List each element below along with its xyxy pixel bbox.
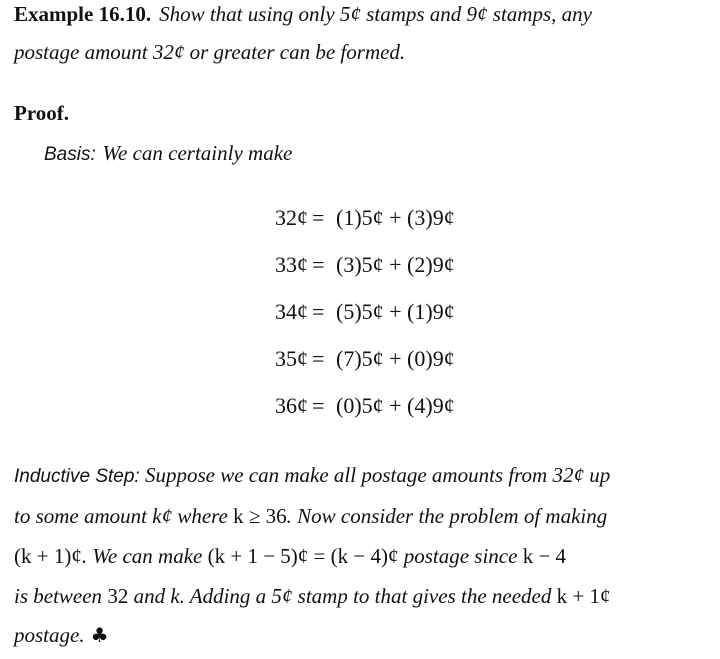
equation-rhs: (0)5¢ + (4)9¢ — [336, 393, 455, 418]
math-expression: (k + 1)¢ — [14, 544, 82, 568]
math-expression: 32 — [107, 584, 129, 608]
equation-rhs: (1)5¢ + (3)9¢ — [336, 205, 455, 230]
inductive-text: postage. — [14, 623, 85, 647]
example-statement-line2: postage amount 32¢ or greater can be formed. — [14, 40, 406, 64]
inductive-text: Suppose we can make all postage amounts from 32¢ up — [144, 463, 611, 487]
equation-row — [0, 299, 720, 329]
inductive-text: is between — [14, 584, 108, 608]
inductive-label: Inductive Step: — [14, 466, 140, 487]
inductive-text: and k. Adding a 5¢ stamp to that gives the needed — [128, 584, 557, 608]
math-expression: k ≥ 36 — [233, 504, 287, 528]
inductive-text: to some amount k¢ where — [14, 504, 234, 528]
equation-lhs: 36¢ — [275, 393, 308, 418]
math-expression: (k + 1 − 5)¢ = (k − 4)¢ — [207, 544, 399, 568]
example-statement-line1 — [14, 2, 592, 27]
basis-label: Basis: — [44, 144, 96, 165]
equation-lhs: 32¢ — [275, 205, 308, 230]
equals-sign: = — [312, 252, 325, 277]
math-expression: k − 4 — [522, 544, 567, 568]
equation-lhs: 34¢ — [275, 299, 308, 324]
equation-row — [0, 393, 720, 423]
equation-row — [0, 346, 720, 376]
example-statement-text: Show that using only 5¢ stamps and 9¢ stamps, any — [159, 2, 592, 26]
inductive-line2 — [14, 504, 607, 529]
basis-text: We can certainly make — [102, 141, 293, 165]
equals-sign: = — [312, 393, 325, 418]
inductive-text: . Now consider the problem of making — [286, 504, 608, 528]
inductive-line5 — [14, 623, 109, 648]
proof-heading: Proof. — [14, 101, 70, 125]
inductive-text: postage since — [398, 544, 523, 568]
club-suit-icon: ♣ — [90, 623, 109, 647]
basis-line — [44, 141, 292, 166]
equation-row — [0, 252, 720, 282]
equals-sign: = — [312, 205, 325, 230]
equation-rhs: (5)5¢ + (1)9¢ — [336, 299, 455, 324]
equation-rhs: (7)5¢ + (0)9¢ — [336, 346, 455, 371]
equation-row — [0, 205, 720, 235]
equation-lhs: 33¢ — [275, 252, 308, 277]
equation-rhs: (3)5¢ + (2)9¢ — [336, 252, 455, 277]
inductive-text: . We can make — [81, 544, 208, 568]
example-label: Example 16.10. — [14, 2, 152, 26]
inductive-line4 — [14, 584, 610, 609]
equation-lhs: 35¢ — [275, 346, 308, 371]
math-expression: k + 1¢ — [556, 584, 611, 608]
equals-sign: = — [312, 299, 325, 324]
inductive-line3 — [14, 544, 566, 569]
equals-sign: = — [312, 346, 325, 371]
inductive-line1 — [14, 463, 610, 488]
